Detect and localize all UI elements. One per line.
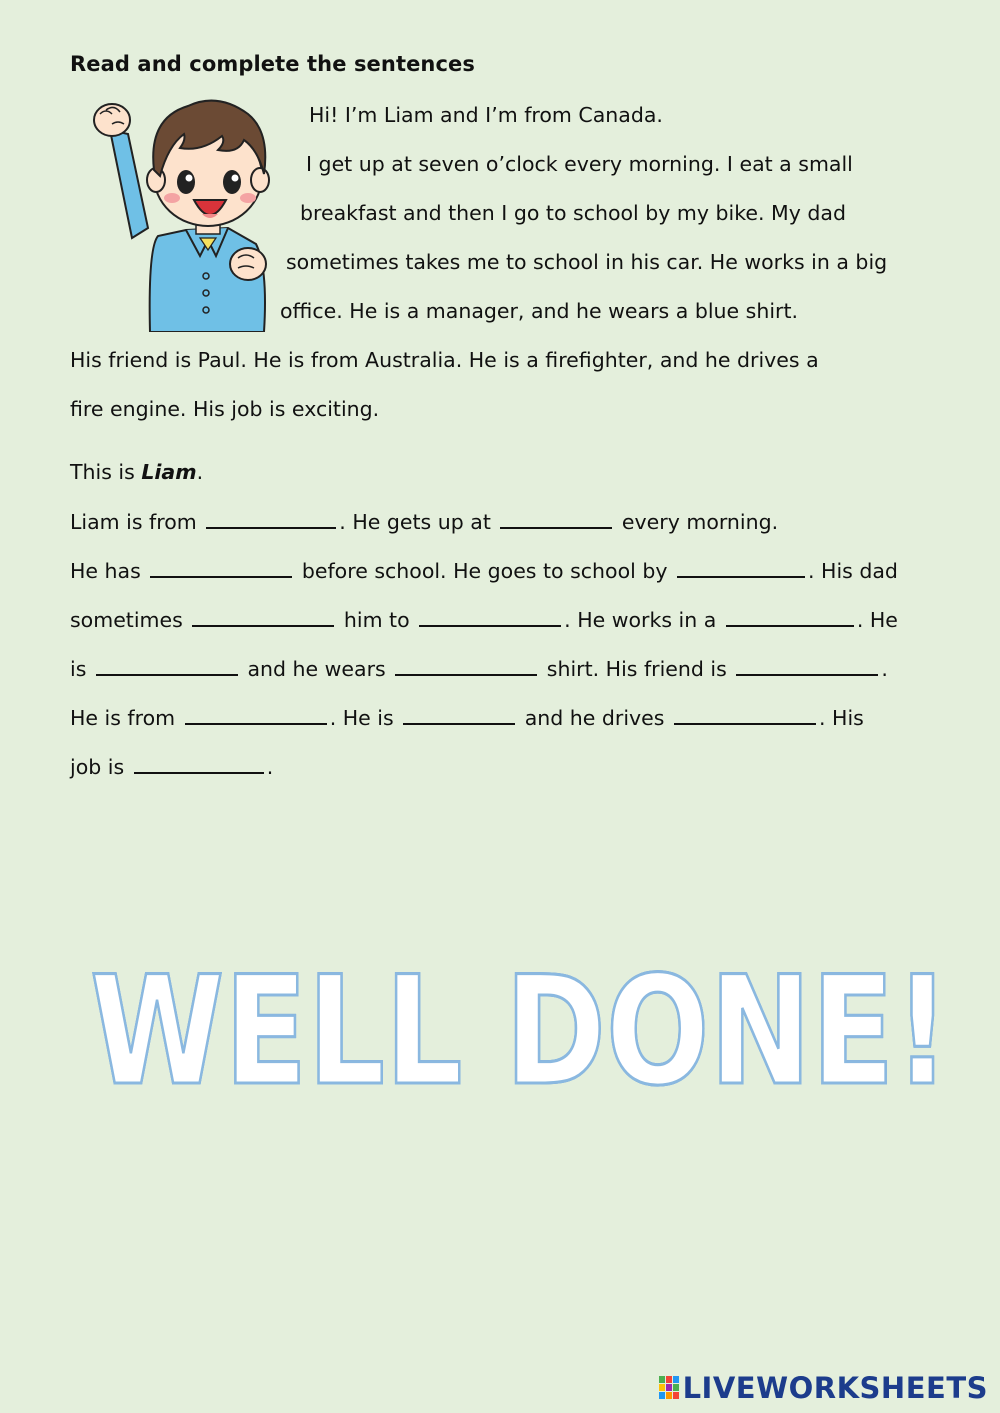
- story-line-5: office. He is a manager, and he wears a blue shirt.: [280, 299, 798, 323]
- text-fragment: . His: [819, 706, 864, 730]
- exercise-line-3: [70, 605, 898, 634]
- text-fragment: every morning.: [621, 510, 779, 534]
- exercise-line-4: [70, 654, 888, 683]
- answer-blank-country[interactable]: [206, 507, 336, 529]
- text-fragment: job is: [70, 755, 125, 779]
- text-fragment: and he wears: [247, 657, 386, 681]
- exercise-line-5: [70, 703, 864, 732]
- answer-blank-job[interactable]: [96, 654, 238, 676]
- text-fragment: .: [881, 657, 888, 681]
- text-fragment: sometimes: [70, 608, 183, 632]
- logo-badge-icon: [658, 1375, 680, 1401]
- well-done-banner: [80, 955, 960, 1100]
- well-done-text: WELL DONE!: [90, 955, 950, 1100]
- exercise-line-1: [70, 507, 778, 536]
- answer-blank-friend-country[interactable]: [185, 703, 327, 725]
- answer-blank-verb[interactable]: [192, 605, 334, 627]
- intro-suffix: .: [196, 460, 204, 484]
- intro-name: Liam: [141, 460, 197, 484]
- story-line-4: sometimes takes me to school in his car. He works in a big: [286, 250, 888, 274]
- liveworksheets-logo[interactable]: [658, 1370, 988, 1406]
- text-fragment: He has: [70, 559, 141, 583]
- text-fragment: He is from: [70, 706, 176, 730]
- text-fragment: him to: [343, 608, 410, 632]
- text-fragment: . He works in a: [564, 608, 717, 632]
- text-fragment: is: [70, 657, 87, 681]
- story-line-2: I get up at seven o’clock every morning. I eat a small: [306, 152, 853, 176]
- text-fragment: before school. He goes to school by: [301, 559, 668, 583]
- exercise-line-2: [70, 556, 898, 585]
- text-fragment: Liam is from: [70, 510, 197, 534]
- worksheet-heading: Read and complete the sentences: [70, 52, 475, 76]
- text-fragment: . He gets up at: [339, 510, 491, 534]
- intro-prefix: This is: [70, 460, 142, 484]
- text-fragment: . He: [856, 608, 898, 632]
- story-line-1: Hi! I’m Liam and I’m from Canada.: [309, 103, 663, 127]
- answer-blank-transport[interactable]: [677, 556, 805, 578]
- answer-blank-friend-job[interactable]: [403, 703, 515, 725]
- story-line-7: fire engine. His job is exciting.: [70, 397, 380, 421]
- text-fragment: shirt. His friend is: [546, 657, 727, 681]
- answer-blank-vehicle[interactable]: [674, 703, 816, 725]
- answer-blank-friend[interactable]: [736, 654, 878, 676]
- answer-blank-adjective[interactable]: [134, 752, 264, 774]
- answer-blank-meal[interactable]: [150, 556, 292, 578]
- answer-blank-place[interactable]: [419, 605, 561, 627]
- text-fragment: . He is: [329, 706, 394, 730]
- exercise-intro: [70, 458, 203, 486]
- exercise-line-6: [70, 752, 273, 781]
- text-fragment: . His dad: [808, 559, 898, 583]
- story-line-6: His friend is Paul. He is from Australia. He is a firefighter, and he drives a: [70, 348, 819, 372]
- answer-blank-workplace[interactable]: [726, 605, 854, 627]
- text-fragment: .: [266, 755, 274, 779]
- answer-blank-color[interactable]: [395, 654, 537, 676]
- logo-text: LIVEWORKSHEETS: [682, 1371, 988, 1405]
- boy-illustration: [88, 88, 276, 332]
- story-line-3: breakfast and then I go to school by my bike. My dad: [300, 201, 846, 225]
- answer-blank-time[interactable]: [500, 507, 612, 529]
- text-fragment: and he drives: [524, 706, 665, 730]
